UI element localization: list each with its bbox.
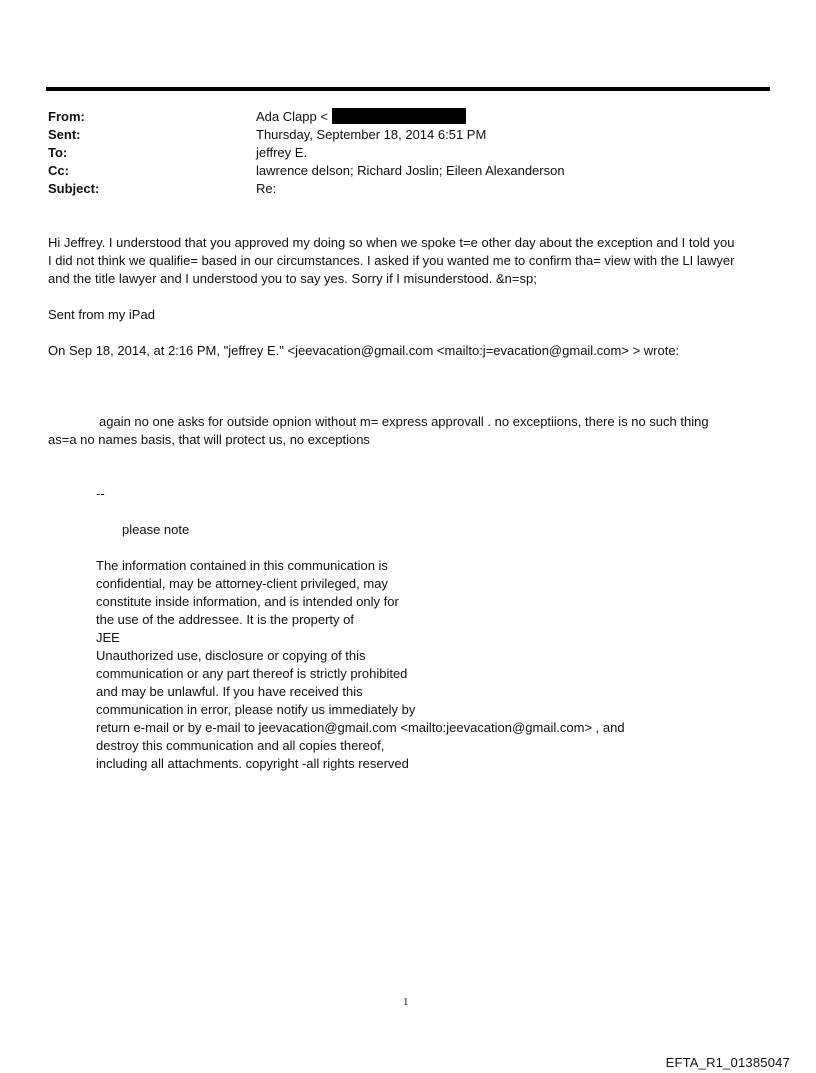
from-value xyxy=(256,108,466,126)
disclaimer-line: destroy this communication and all copies thereof, xyxy=(96,738,385,753)
disclaimer-line: Unauthorized use, disclosure or copying of this xyxy=(96,648,366,663)
please-note-text: please note xyxy=(122,522,190,537)
disclaimer-line: return e-mail or by e-mail to jeevacation@gmail.com <mailto:jeevacation@gmail.com> , and xyxy=(96,720,625,735)
page-number: 1 xyxy=(403,996,409,1008)
disclaimer-line: The information contained in this communication is xyxy=(96,558,388,573)
quoted-line-2: as=a no names basis, that will protect us, no exceptions xyxy=(48,432,370,447)
disclaimer-line: JEE xyxy=(96,630,120,645)
cc-value: lawrence delson; Richard Joslin; Eileen Alexanderson xyxy=(256,163,565,178)
subject-label: Subject: xyxy=(48,181,100,196)
quoted-line-1: again no one asks for outside opnion without m= express approvall . no exceptiions, there is no such thing xyxy=(99,414,709,429)
disclaimer-line: communication in error, please notify us immediately by xyxy=(96,702,416,717)
to-label: To: xyxy=(48,145,68,160)
cc-label: Cc: xyxy=(48,163,69,178)
document-id: EFTA_R1_01385047 xyxy=(665,1055,790,1070)
disclaimer-line: the use of the addressee. It is the property of xyxy=(96,612,354,627)
disclaimer-line: confidential, may be attorney-client privileged, may xyxy=(96,576,388,591)
reply-line-3: and the title lawyer and I understood you to say yes. Sorry if I misunderstood. &n=sp; xyxy=(48,271,537,286)
from-sender: Ada Clapp < xyxy=(256,109,328,124)
reply-line-2: I did not think we qualifie= based in our circumstances. I asked if you wanted me to confirm tha= view with the LI lawyer xyxy=(48,253,735,268)
disclaimer-line: constitute inside information, and is intended only for xyxy=(96,594,399,609)
disclaimer-line: including all attachments. copyright -all rights reserved xyxy=(96,756,409,771)
disclaimer-line: communication or any part thereof is strictly prohibited xyxy=(96,666,408,681)
sent-value: Thursday, September 18, 2014 6:51 PM xyxy=(256,127,487,142)
reply-line-1: Hi Jeffrey. I understood that you approved my doing so when we spoke t=e other day about the exception and I told you xyxy=(48,235,735,250)
from-label: From: xyxy=(48,109,85,124)
header-divider-rule xyxy=(46,87,770,91)
signature-text: Sent from my iPad xyxy=(48,307,155,322)
subject-value: Re: xyxy=(256,181,277,196)
disclaimer-line: and may be unlawful. If you have received this xyxy=(96,684,363,699)
to-value: jeffrey E. xyxy=(256,145,308,160)
signature-separator: -- xyxy=(96,486,105,501)
quote-header: On Sep 18, 2014, at 2:16 PM, "jeffrey E." <jeevacation@gmail.com <mailto:j=evacation@gmail.com> > wrote: xyxy=(48,343,680,358)
redaction-block xyxy=(332,108,466,124)
sent-label: Sent: xyxy=(48,127,81,142)
